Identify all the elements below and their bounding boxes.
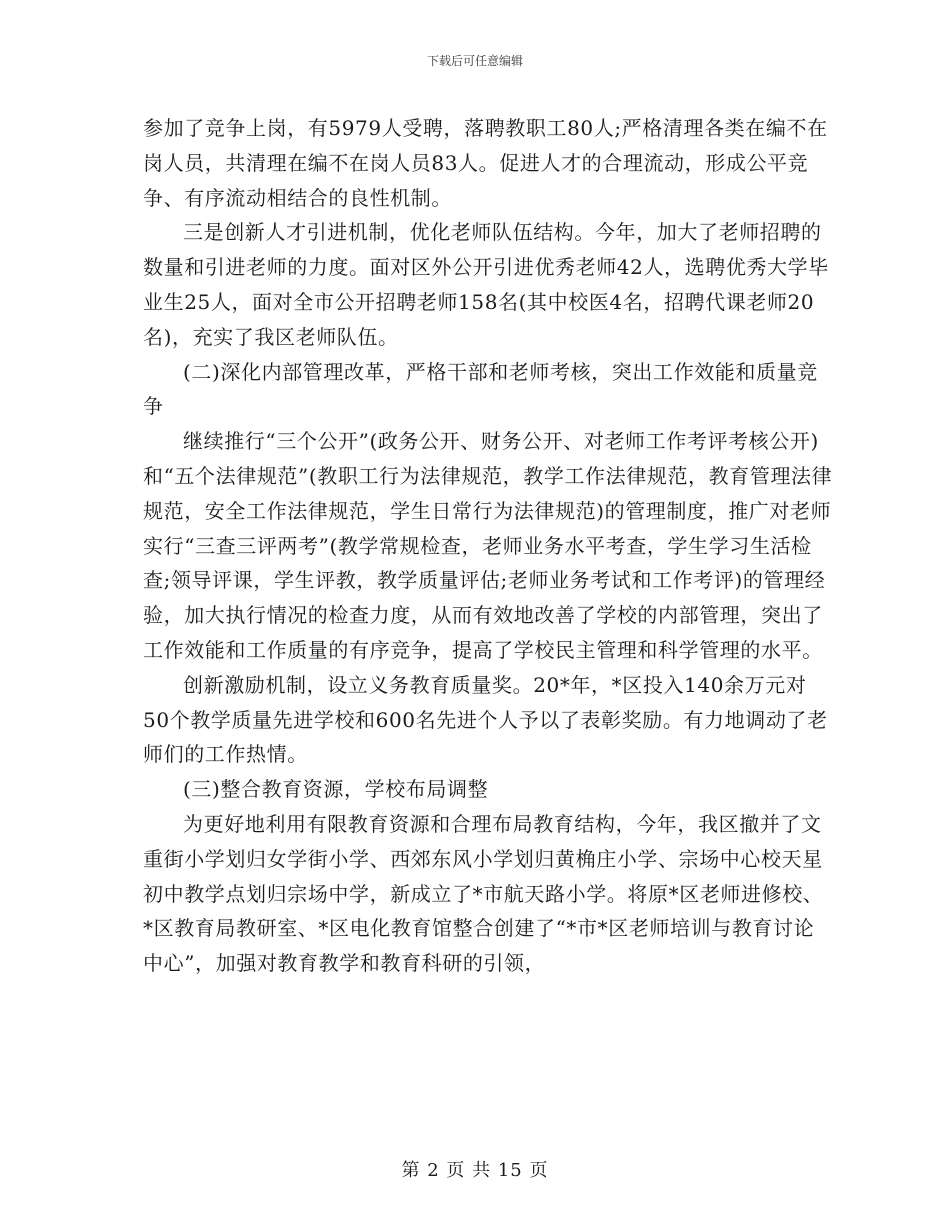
section-heading-2: (二)深化内部管理改革，严格干部和老师考核，突出工作效能和质量竞争	[143, 359, 818, 419]
paragraph-2: 三是创新人才引进机制，优化老师队伍结构。今年，加大了老师招聘的数量和引进老师的力度。面对区外公开引进优秀老师42人，选聘优秀大学毕业生25人，面对全市公开招聘老师158名(其中校医4名，招聘代课老师20名)，充实了我区老师队伍。	[143, 220, 829, 349]
paragraph-3: 继续推行“三个公开”(政务公开、财务公开、对老师工作考评考核公开)和“五个法律规范”(教职工行为法律规范，教学工作法律规范，教育管理法律规范，安全工作法律规范，学生日常行为法律规范)的管理制度，推广对老师实行“三查三评两考”(教学常规检查，老师业务水平考查，学生学习生活检查;领导评课，学生评教，教学质量评估;老师业务考试和工作考评)的管理经验，加大执行情况的检查力度，从而有效地改善了学校的内部管理，突出了工作效能和工作质量的有序竞争，提高了学校民主管理和科学管理的水平。	[143, 429, 833, 662]
paragraph-5: 为更好地利用有限教育资源和合理布局教育结构，今年，我区撤并了文重街小学划归女学街小学、西郊东风小学划归黄桷庄小学、宗场中心校天星初中教学点划归宗场中学，新成立了*市航天路小学。将原*区老师进修校、*区教育局教研室、*区电化教育馆整合创建了“*市*区老师培训与教育讨论中心”，加强对教育教学和教育科研的引领，	[143, 811, 824, 976]
paragraph-4: 创新激励机制，设立义务教育质量奖。20*年，*区投入140余万元对50个教学质量先进学校和600名先进个人予以了表彰奖励。有力地调动了老师们的工作热情。	[143, 672, 828, 767]
section-heading-3: (三)整合教育资源，学校布局调整	[183, 777, 489, 802]
page-number-footer: 第 2 页 共 15 页	[401, 1160, 549, 1181]
page-header: 下载后可任意编辑	[426, 54, 523, 68]
document-body	[143, 111, 833, 981]
paragraph-1: 参加了竞争上岗，有5979人受聘，落聘教职工80人;严格清理各类在编不在岗人员，共清理在编不在岗人员83人。促进人才的合理流动，形成公平竞争、有序流动相结合的良性机制。	[143, 116, 828, 210]
